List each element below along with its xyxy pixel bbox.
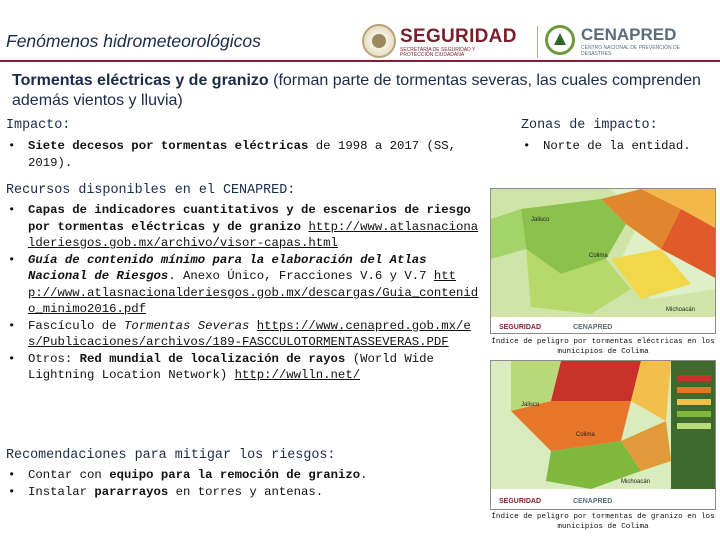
- recom-bold: equipo para la remoción de granizo: [109, 468, 361, 482]
- bullet-icon: •: [8, 139, 16, 153]
- map-label: Michoacán: [621, 479, 651, 485]
- recurso-fasciculo-pre: Fascículo de: [28, 318, 124, 333]
- hail-map-svg: [491, 361, 716, 510]
- bullet-icon: •: [8, 484, 16, 499]
- seguridad-logo: [362, 24, 532, 60]
- zonas-list: [521, 138, 716, 155]
- bullet-icon: •: [8, 203, 16, 217]
- cenapred-wordmark: CENAPRED: [581, 25, 677, 44]
- national-seal-icon: [362, 24, 396, 58]
- recom-rest: en torres y antenas.: [168, 484, 324, 499]
- impacto-emphasis: Siete decesos por tormentas eléctricas: [28, 139, 309, 153]
- header-divider: [0, 60, 720, 62]
- bullet-icon: •: [8, 351, 16, 366]
- page-title: Fenómenos hidrometeorológicos: [6, 31, 261, 51]
- recurso-guia-detail: . Anexo Único, Fracciones V.6 y V.7: [168, 269, 427, 283]
- zonas-heading: Zonas de impacto:: [521, 118, 658, 133]
- recursos-list: [6, 202, 484, 384]
- list-item: [6, 252, 484, 318]
- seguridad-wordmark: SEGURIDAD: [400, 26, 517, 47]
- recom-bold: pararrayos: [94, 484, 169, 499]
- guia-link[interactable]: http://www.atlasnacionalderiesgos.gob.mx/descargas/Guia_contenido_minimo2016.pdf: [28, 269, 479, 316]
- lightning-map-svg: [491, 189, 716, 334]
- map-label: Jalisco: [521, 402, 540, 408]
- lightning-hazard-map: [490, 188, 716, 334]
- impacto-list: [6, 138, 496, 171]
- map-label: Jalisco: [531, 217, 550, 223]
- fasciculo-link[interactable]: https://www.cenapred.gob.mx/es/Publicaciones/archivos/189-FASCCULOTORMENTASSEVERAS.PDF: [28, 318, 471, 349]
- recurso-otros-pre: Otros:: [28, 351, 80, 366]
- list-item: [6, 467, 484, 484]
- header: [0, 0, 720, 68]
- hail-map-caption: Índice de peligro por tormentas de granizo en los municipios de Colima: [491, 513, 715, 531]
- recom-pre: Instalar: [28, 484, 95, 499]
- map-label: Michoacán: [666, 307, 696, 313]
- wwlln-link[interactable]: http://wwlln.net/: [234, 368, 361, 382]
- list-item: [6, 351, 484, 384]
- list-item: [6, 484, 484, 501]
- subtitle-topic: Tormentas eléctricas y de granizo: [12, 72, 269, 89]
- recom-pre: Contar con: [28, 468, 110, 482]
- hail-hazard-map: [490, 360, 716, 510]
- recursos-heading: Recursos disponibles en el CENAPRED:: [6, 183, 296, 198]
- cenapred-mark-icon: [545, 25, 575, 55]
- recurso-otros-bold: Red mundial de localización de rayos: [79, 351, 346, 366]
- impacto-detail: de 1998 a 2017 (SS, 2019).: [28, 139, 457, 170]
- recomendaciones-list: [6, 467, 484, 500]
- bullet-icon: •: [8, 318, 16, 333]
- map-label: Colima: [576, 432, 595, 438]
- cenapred-logo: [545, 22, 720, 60]
- seguridad-subtitle: SECRETARÍA DE SEGURIDAD Y PROTECCIÓN CIUDADANA: [400, 47, 476, 58]
- map-brand: SEGURIDAD: [499, 498, 542, 505]
- recurso-fasciculo-title: Tormentas Severas: [123, 318, 250, 333]
- logo-divider: [537, 26, 538, 58]
- list-item: [6, 202, 484, 252]
- recomendaciones-heading: Recomendaciones para mitigar los riesgos:: [6, 448, 336, 463]
- subtitle-description: (forman parte de tormentas severas, las cuales comprenden además vientos y lluvia): [12, 72, 701, 109]
- list-item: [6, 138, 496, 171]
- slide-subtitle: [12, 71, 702, 111]
- impacto-heading: Impacto:: [6, 118, 71, 133]
- map-brand: CENAPRED: [573, 324, 613, 331]
- bullet-icon: •: [8, 468, 16, 482]
- cenapred-subtitle: CENTRO NACIONAL DE PREVENCIÓN DE DESASTRES: [581, 45, 680, 57]
- lightning-map-caption: Índice de peligro por tormentas eléctricas en los municipios de Colima: [491, 338, 715, 356]
- bullet-icon: •: [8, 252, 16, 267]
- capas-link[interactable]: http://www.atlasnacionalderiesgos.gob.mx/archivo/visor-capas.html: [28, 219, 479, 250]
- list-item: [6, 318, 484, 351]
- list-item: [521, 138, 716, 155]
- zona-text: Norte de la entidad.: [543, 139, 691, 153]
- recurso-otros-detail: (World Wide Lightning Location Network): [28, 351, 434, 382]
- recom-rest: .: [360, 468, 368, 482]
- map-brand: SEGURIDAD: [499, 324, 542, 331]
- map-brand: CENAPRED: [573, 498, 613, 505]
- bullet-icon: •: [523, 139, 531, 153]
- recurso-guia-title: Guía de contenido mínimo para la elaboración del Atlas Nacional de Riesgos: [28, 252, 427, 283]
- map-label: Colima: [589, 253, 608, 259]
- recurso-capas-text: Capas de indicadores cuantitativos y de escenarios de riesgo por tormentas eléctricas y de granizo: [28, 203, 471, 234]
